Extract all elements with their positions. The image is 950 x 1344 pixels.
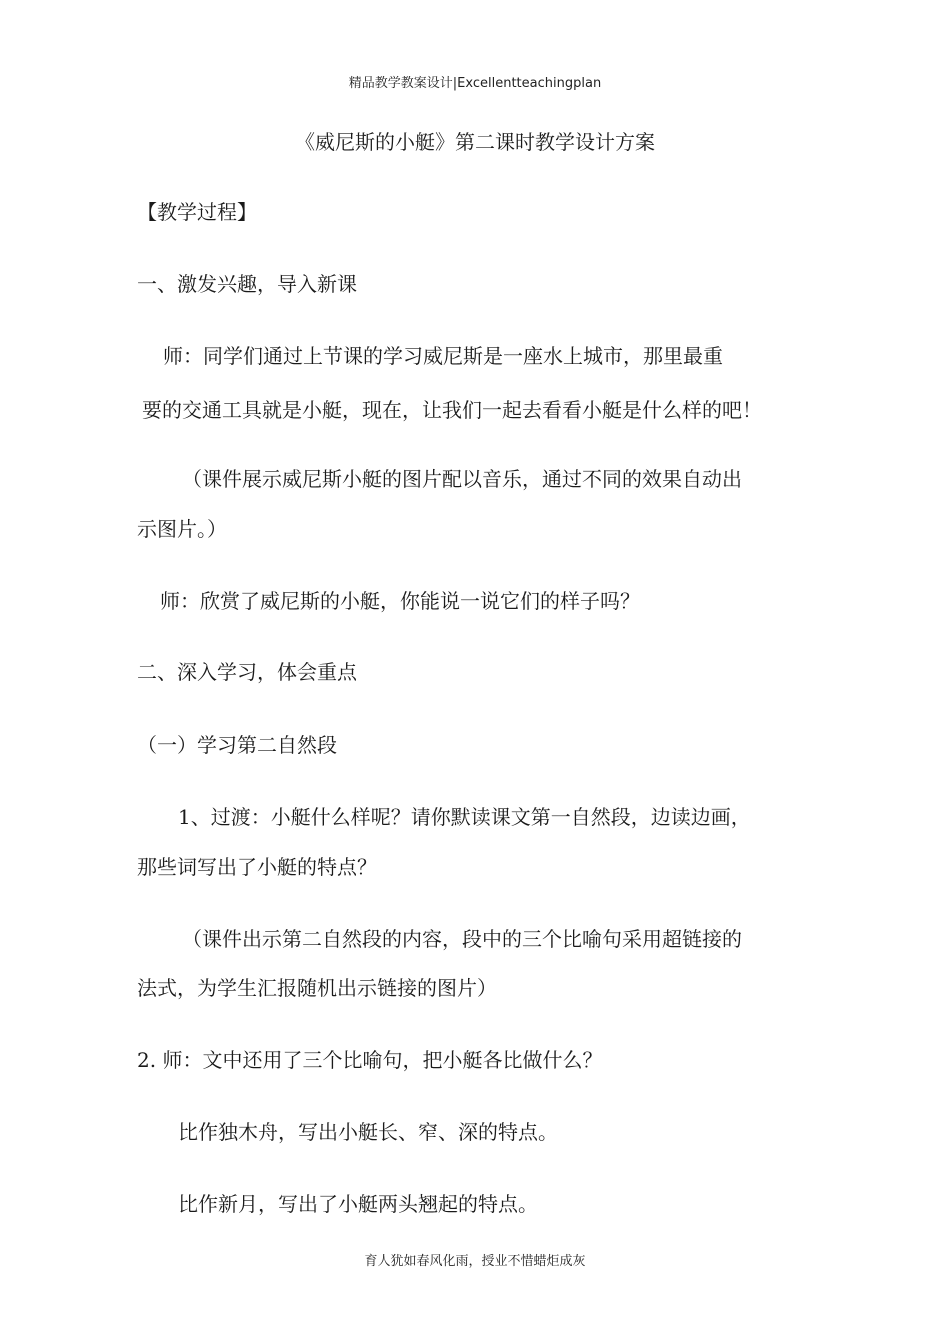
- subsection-heading: （一）学习第二自然段: [137, 733, 337, 757]
- paragraph-line: 那些词写出了小艇的特点？: [137, 855, 377, 879]
- paragraph-line: 1、过渡：小艇什么样呢？请你默读课文第一自然段，边读边画，: [178, 805, 751, 829]
- paragraph-line: 法式，为学生汇报随机出示链接的图片）: [137, 976, 497, 1000]
- paragraph-line: 比作独木舟，写出小艇长、窄、深的特点。: [178, 1120, 558, 1144]
- paragraph-line: 2. 师：文中还用了三个比喻句，把小艇各比做什么？: [137, 1048, 603, 1072]
- paragraph-line: 师：同学们通过上节课的学习威尼斯是一座水上城市，那里最重: [163, 344, 723, 368]
- page-header: 精品教学教案设计|Excellentteachingplan: [348, 76, 602, 91]
- document-title: 《威尼斯的小艇》第二课时教学设计方案: [295, 130, 655, 154]
- section-heading-1: 一、激发兴趣，导入新课: [137, 272, 357, 296]
- paragraph-line: 示图片。）: [137, 517, 227, 541]
- paragraph-line: 师：欣赏了威尼斯的小艇，你能说一说它们的样子吗？: [160, 589, 640, 613]
- paragraph-line: （课件展示威尼斯小艇的图片配以音乐，通过不同的效果自动出: [182, 467, 742, 491]
- paragraph-line: （课件出示第二自然段的内容，段中的三个比喻句采用超链接的: [182, 927, 742, 951]
- page-footer: 育人犹如春风化雨，授业不惜蜡炬成灰: [364, 1254, 586, 1269]
- paragraph-line: 比作新月，写出了小艇两头翘起的特点。: [178, 1192, 538, 1216]
- section-heading-teaching-process: 【教学过程】: [137, 200, 257, 224]
- paragraph-line: 要的交通工具就是小艇，现在，让我们一起去看看小艇是什么样的吧！: [142, 398, 762, 422]
- section-heading-2: 二、深入学习，体会重点: [137, 660, 357, 684]
